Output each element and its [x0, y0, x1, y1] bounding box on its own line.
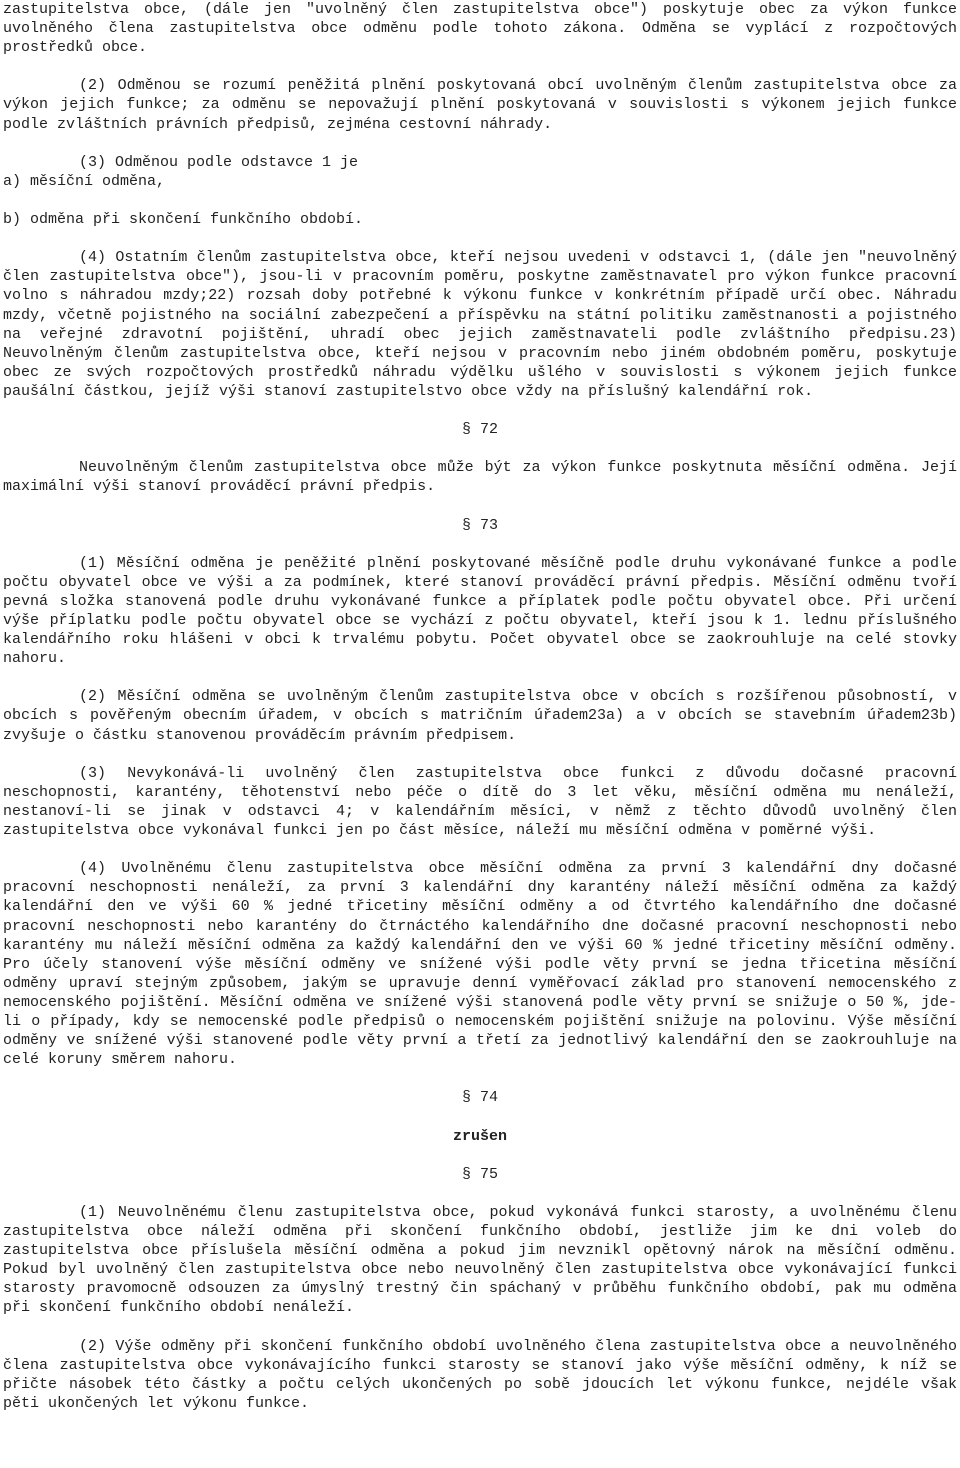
section-73-paragraph-1: (1) Měsíční odměna je peněžité plnění poskytované měsíčně podle druhu vykonávané funkce a podle počtu obyvatel obce ve výši a za podmínek, které stanoví prováděcí právní předpis. Měsíční odměnu tvoří pevná složka stanovená podle druhu vykonávané funkce a příplatek podle počtu obyvatel obce. Při určení výše příplatku podle počtu obyvatel obce se vychází z počtu obyvatel, kteří jsou k 1. lednu příslušného kalendářního roku hlášeni v obci k trvalému pobytu. Počet obyvatel obce se zaokrouhluje na celé stovky nahoru.	[3, 554, 957, 668]
paragraph-3-lead: (3) Odměnou podle odstavce 1 je	[79, 153, 359, 171]
section-73-heading: § 73	[461, 516, 498, 534]
section-74-status: zrušen	[452, 1127, 507, 1145]
section-75-heading: § 75	[461, 1165, 498, 1183]
paragraph-4: (4) Ostatním členům zastupitelstva obce, kteří nejsou uvedeni v odstavci 1, (dále jen "neuvolněný člen zastupitelstva obce"), jsou-li v pracovním poměru, poskytne zaměstnavatel pro výkon funkce pracovní volno s náhradou mzdy;22) rozsah doby potřebné k výkonu funkce v konkrétním případě určí obec. Náhradu mzdy, včetně pojistného na sociální zabezpečení a příspěvku na státní politiku zaměstnanosti a pojistného na veřejné zdravotní pojištění, uhradí obec jejich zaměstnavateli podle zvláštního předpisu.23) Neuvolněným členům zastupitelstva obce, kteří nejsou v pracovním nebo jiném obdobném poměru, poskytuje obec ze svých rozpočtových prostředků náhradu výdělku ušlého v souvislosti s výkonem jejich funkce paušální částkou, jejíž výši stanoví zastupitelstvo obce vždy na příslušný kalendářní rok.	[3, 249, 957, 400]
section-72-text: Neuvolněným členům zastupitelstva obce může být za výkon funkce poskytnuta měsíční odměna. Její maximální výši stanoví prováděcí právní předpis.	[3, 459, 957, 496]
section-74-heading: § 74	[461, 1089, 498, 1107]
paragraph-3-item-b: b) odměna při skončení funkčního období.	[3, 211, 364, 229]
section-73-paragraph-2: (2) Měsíční odměna se uvolněným členům zastupitelstva obce v obcích s rozšířenou působností, v obcích s pověřeným obecním úřadem, v obcích s matričním úřadem23a) a v obcích se stavebním úřadem23b) zvyšuje o částku stanovenou prováděcím právním předpisem.	[3, 688, 957, 744]
section-73-paragraph-3: (3) Nevykonává-li uvolněný člen zastupitelstva obce funkci z důvodu dočasné pracovní neschopnosti, karantény, těhotenství nebo péče o dítě do 3 let věku, měsíční odměna mu nenáleží, nestanoví-li se jinak v odstavci 4; v kalendářním měsíci, v němž z těchto důvodů uvolněný člen zastupitelstva obce vykonával funkci jen po část měsíce, náleží mu měsíční odměna v poměrné výši.	[3, 764, 957, 840]
section-72-heading: § 72	[461, 421, 498, 439]
intro-paragraph: zastupitelstva obce, (dále jen "uvolněný člen zastupitelstva obce") poskytuje obec za výkon funkce uvolněného člena zastupitelstva obce odměnu podle tohoto zákona. Odměna se vyplácí z rozpočtových prostředků obce.	[3, 1, 957, 57]
paragraph-3-item-a: a) měsíční odměna,	[3, 172, 166, 190]
section-73-paragraph-4: (4) Uvolněnému členu zastupitelstva obce měsíční odměna za první 3 kalendářní dny dočasné pracovní neschopnosti nenáleží, za první 3 kalendářní dny karantény náleží měsíční odměna za každý kalendářní den ve výši 60 % jedné třicetiny měsíční odměny a od čtvrtého kalendářního dne dočasné pracovní neschopnosti nebo karantény do čtrnáctého kalendářního dne dočasné pracovní neschopnosti nebo karantény mu náleží měsíční odměna za každý kalendářní den ve výši 60 % jedné třicetiny měsíční odměny. Pro účely stanovení výše měsíční odměny ve snížené výši podle věty první se jedna třicetina měsíční odměny upraví stejným způsobem, jakým se upravuje denní vyměřovací základ pro stanovení nemocenského z nemocenského pojištění. Měsíční odměna ve snížené výši stanovená podle věty první se snižuje o 50 %, jde-li o případy, kdy se nemocenské podle předpisů o nemocenském pojištění snižuje na polovinu. Výše měsíční odměny ve snížené výši stanovené podle věty první a třetí za jednotlivý kalendářní den se zaokrouhluje na celé koruny směrem nahoru.	[3, 860, 957, 1069]
section-75-paragraph-2: (2) Výše odměny při skončení funkčního období uvolněného člena zastupitelstva obce a neuvolněného člena zastupitelstva obce vykonávajícího funkci starosty se stanoví jako výše měsíční odměny, k níž se přičte násobek této částky a počtu celých ukončených po sobě jdoucích let výkonu funkce, nejdéle však pěti ukončených let výkonu funkce.	[3, 1337, 957, 1412]
section-75-paragraph-1: (1) Neuvolněnému členu zastupitelstva obce, pokud vykonává funkci starosty, a uvolněnému členu zastupitelstva obce náleží odměna při skončení funkčního období, jestliže jim ke dni voleb do zastupitelstva obce příslušela měsíční odměna a pokud jim nevznikl opětovný nárok na měsíční odměnu. Pokud byl uvolněný člen zastupitelstva obce nebo neuvolněný člen zastupitelstva obce vykonávající funkci starosty pravomocně odsouzen za úmyslný trestný čin spáchaný v průběhu funkčního období, pak mu odměna při skončení funkčního období nenáleží.	[3, 1203, 957, 1317]
paragraph-2: (2) Odměnou se rozumí peněžitá plnění poskytovaná obcí uvolněným členům zastupitelstva obce za výkon jejich funkce; za odměnu se nepovažují plnění poskytovaná v souvislosti s výkonem jejich funkce podle zvláštních právních předpisů, zejména cestovní náhrady.	[3, 77, 957, 133]
